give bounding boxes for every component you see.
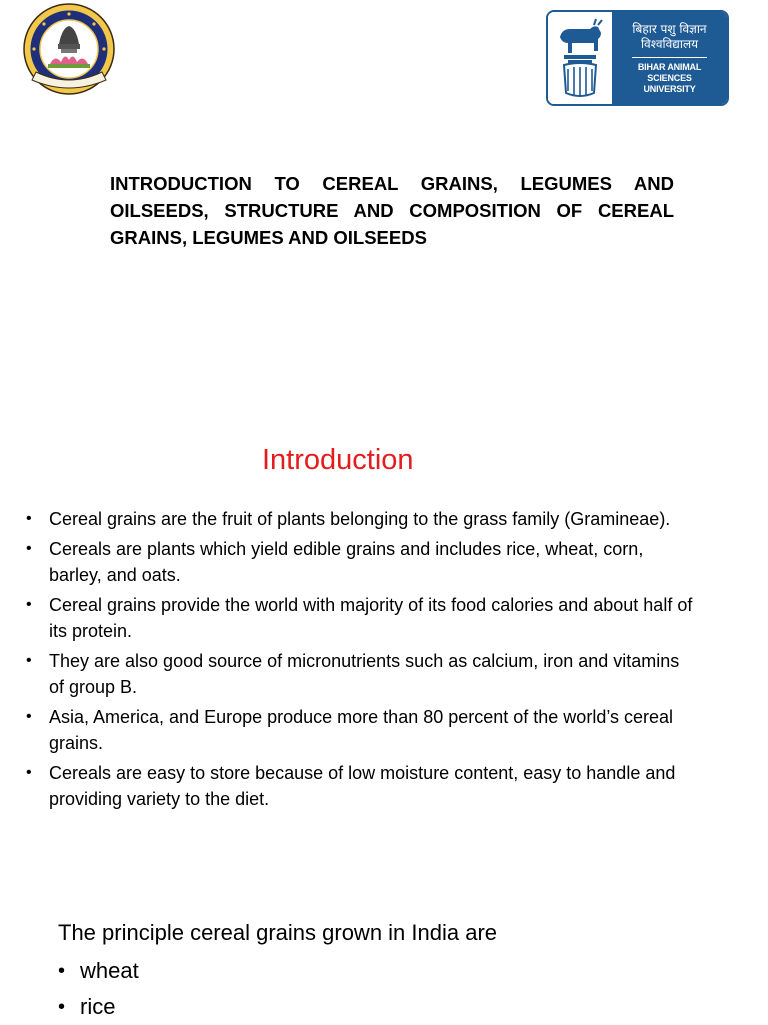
introduction-bullet-list (26, 506, 696, 816)
list-item (58, 989, 139, 1025)
list-item (26, 506, 696, 533)
bullet-icon: • (26, 510, 32, 527)
university-name-english-line2: UNIVERSITY (643, 83, 696, 94)
list-item (58, 953, 139, 989)
list-item (26, 536, 696, 589)
section-heading-introduction: Introduction (262, 444, 414, 476)
university-logo (546, 10, 729, 106)
college-seal-icon (22, 2, 116, 96)
university-name-hindi-line1: बिहार पशु विज्ञान (632, 21, 707, 36)
grains-intro-text: The principle cereal grains grown in India are (58, 920, 498, 945)
bullet-icon: • (26, 707, 32, 725)
list-item (26, 648, 696, 701)
bullet-icon: • (26, 539, 32, 557)
bullet-text: Cereals are plants which yield edible grains and includes rice, wheat, corn, barley, and oats. (49, 538, 644, 585)
grain-name: rice (80, 994, 116, 1019)
bullet-text: Asia, America, and Europe produce more than 80 percent of the world’s cereal grains. (49, 706, 674, 753)
bullet-text: They are also good source of micronutrients such as calcium, iron and vitamins of group B. (49, 650, 680, 697)
bullet-text: Cereals are easy to store because of low moisture content, easy to handle and providing variety to the diet. (49, 762, 676, 809)
bullet-text: Cereal grains provide the world with majority of its food calories and about half of its protein. (49, 594, 693, 641)
list-item (26, 592, 696, 645)
bullet-icon: • (26, 763, 32, 781)
list-item (26, 704, 696, 757)
bullet-icon: • (26, 595, 32, 613)
logo-divider (632, 57, 707, 58)
university-name-panel (612, 12, 727, 104)
bullet-icon: • (26, 651, 32, 669)
university-name-english-line1: BIHAR ANIMAL SCIENCES (637, 61, 702, 83)
bullet-icon: • (58, 960, 66, 982)
grain-name: wheat (80, 958, 139, 983)
bullet-icon: • (58, 996, 66, 1018)
list-item (26, 760, 696, 813)
grains-list (58, 953, 139, 1025)
bullet-text: Cereal grains are the fruit of plants belonging to the grass family (Gramineae). (49, 509, 671, 529)
university-name-hindi-line2: विश्वविद्यालय (640, 36, 699, 51)
document-title: INTRODUCTION TO CEREAL GRAINS, LEGUMES AND OILSEEDS, STRUCTURE AND COMPOSITION OF CEREAL GRAINS, LEGUMES AND OILSEEDS (110, 173, 674, 248)
cow-emblem-icon (548, 12, 612, 104)
